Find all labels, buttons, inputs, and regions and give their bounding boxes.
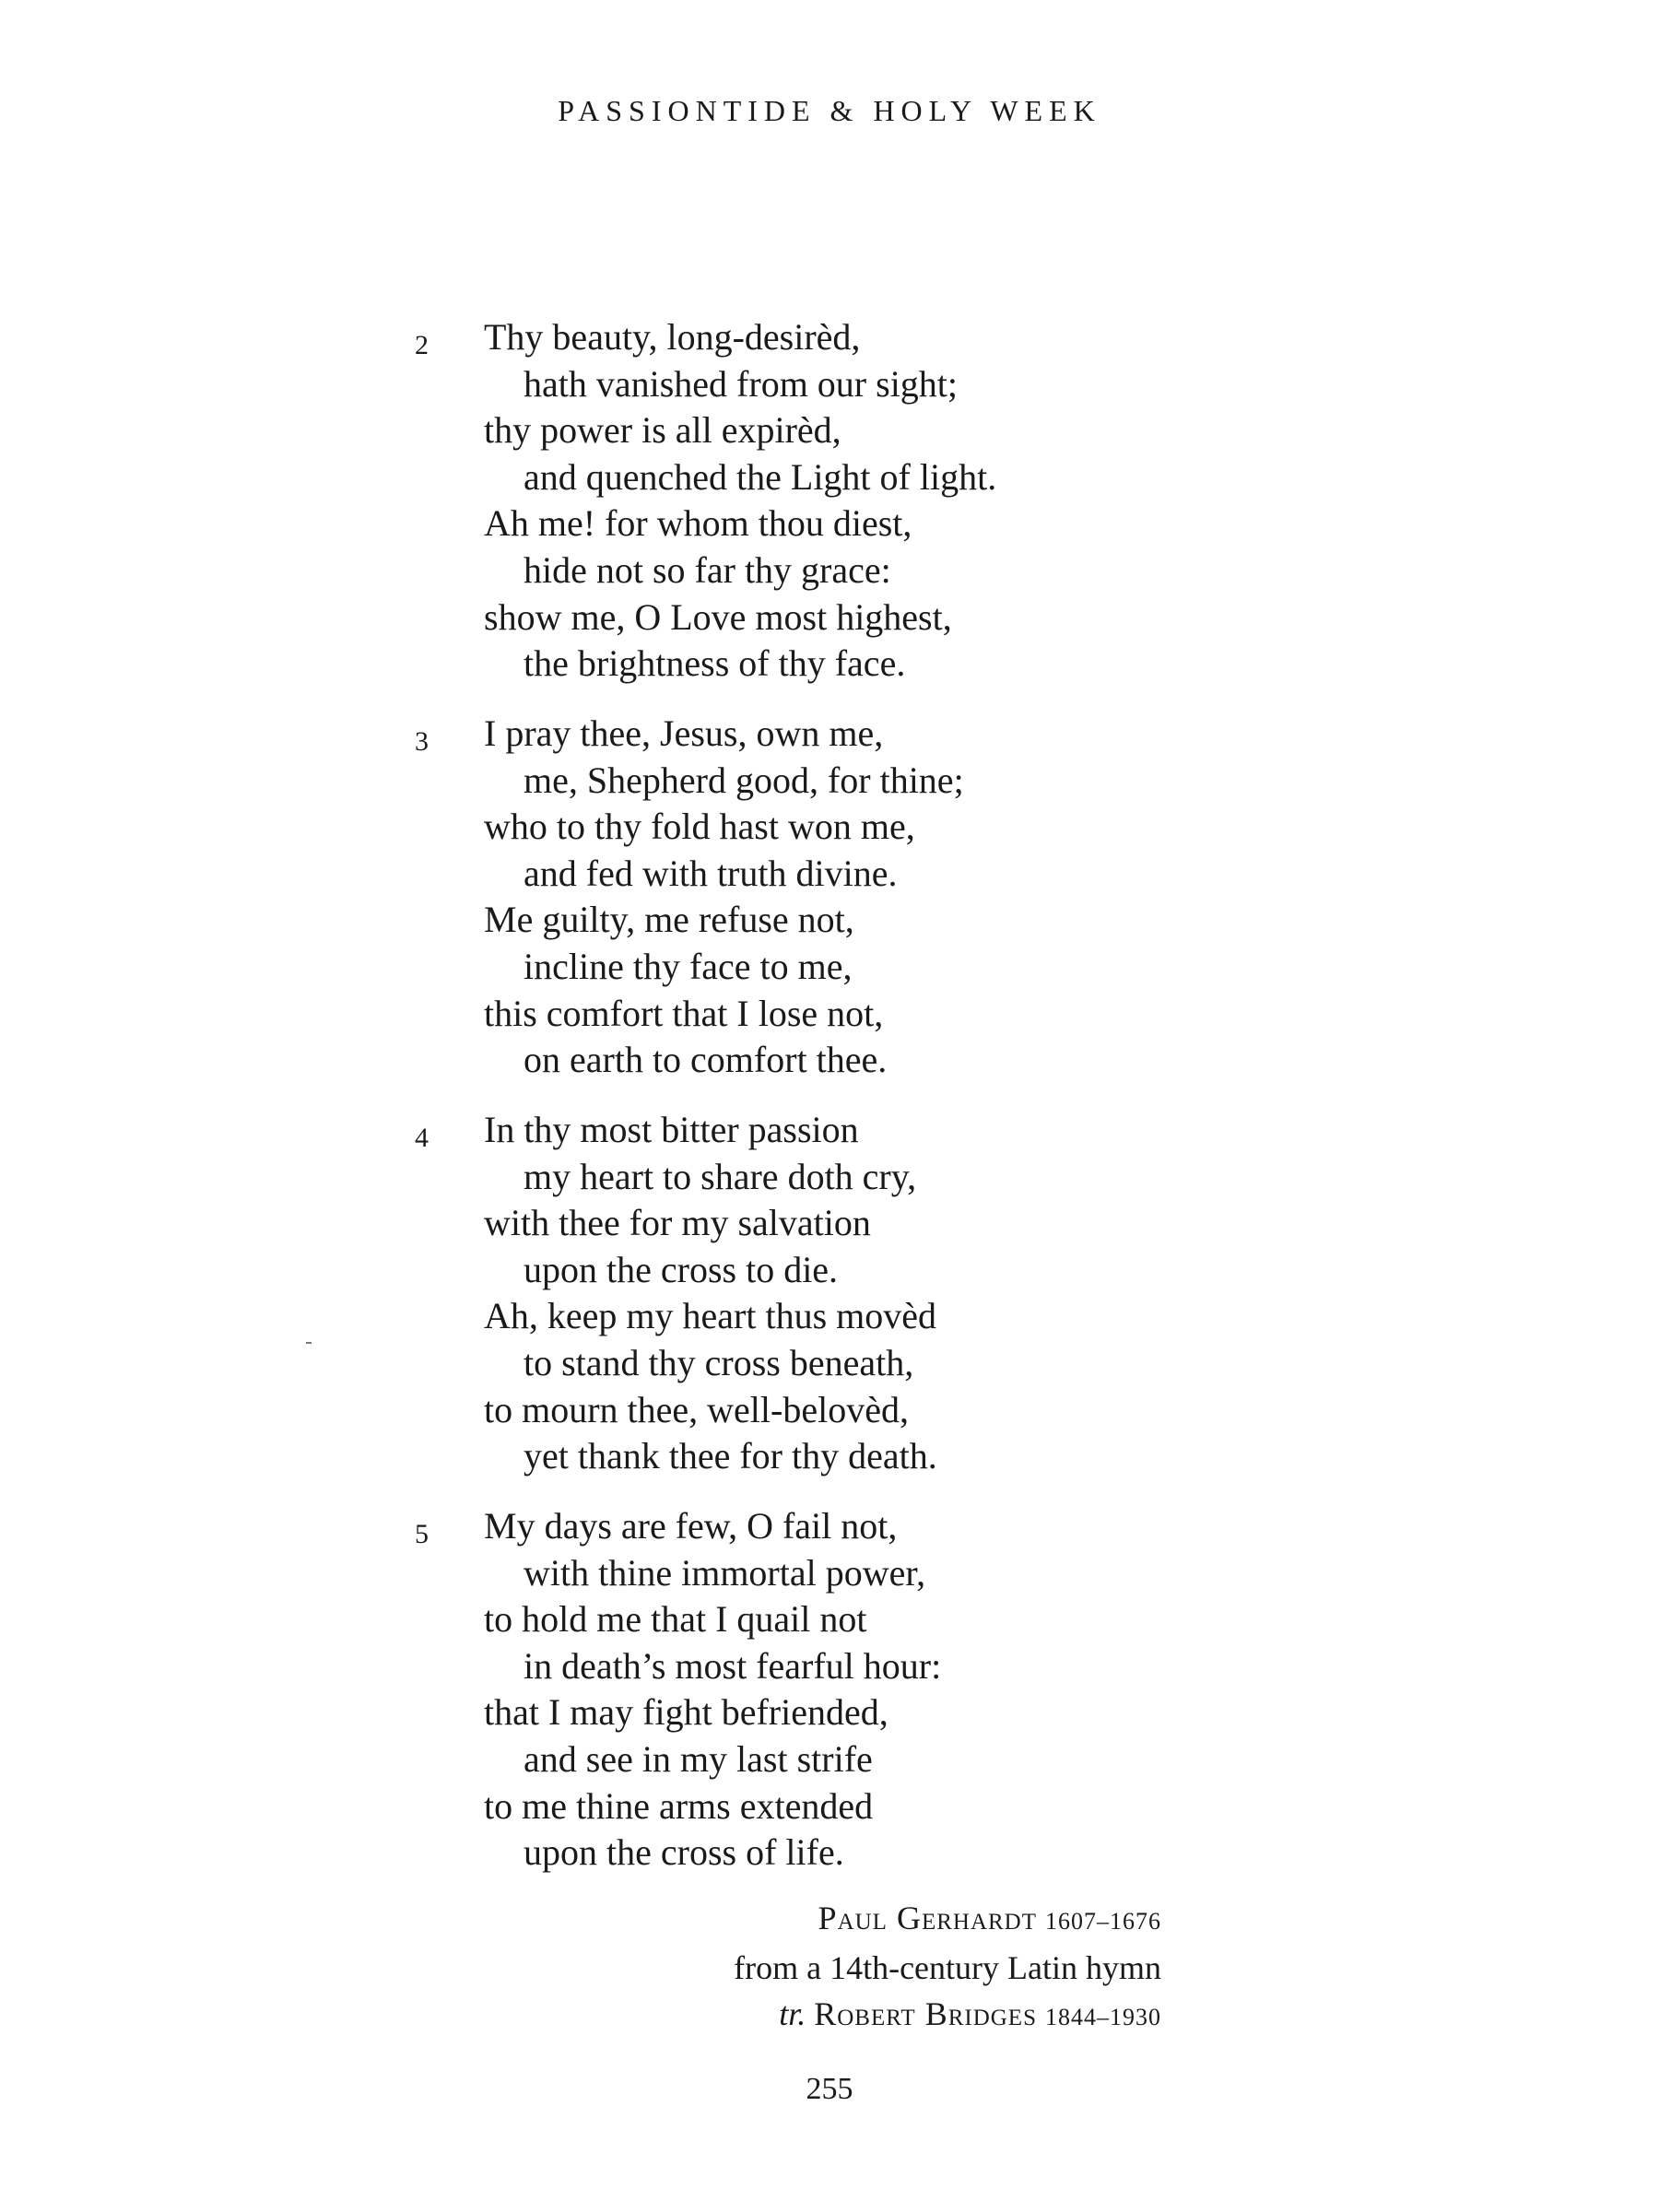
hymn-line: to hold me that I quail not bbox=[484, 1598, 867, 1640]
hymn-line: and fed with truth divine. bbox=[524, 853, 898, 894]
hymn-line: this comfort that I lose not, bbox=[484, 993, 884, 1034]
hymn-line: hide not so far thy grace: bbox=[524, 549, 891, 591]
hymn-line: the brightness of thy face. bbox=[524, 642, 906, 684]
stanza-number: 4 bbox=[415, 1123, 429, 1153]
hymn-line: in death’s most fearful hour: bbox=[524, 1645, 942, 1687]
hymn-line: show me, O Love most highest, bbox=[484, 596, 952, 638]
stanza-number: 3 bbox=[415, 726, 429, 757]
hymn-line: with thee for my salvation bbox=[484, 1202, 871, 1243]
hymn-line: upon the cross to die. bbox=[524, 1249, 839, 1290]
author-line bbox=[734, 1895, 1161, 1945]
author-name: Paul Gerhardt bbox=[818, 1900, 1037, 1936]
translator-line bbox=[734, 1991, 1161, 2041]
hymn-line: yet thank thee for thy death. bbox=[524, 1435, 937, 1477]
hymn-line: Thy beauty, long-desirèd, bbox=[484, 316, 861, 358]
translator-prefix: tr. bbox=[779, 1995, 806, 2032]
hymn-line: In thy most bitter passion bbox=[484, 1109, 859, 1150]
hymn-line: to me thine arms extended bbox=[484, 1785, 874, 1827]
hymn-line: that I may fight befriended, bbox=[484, 1691, 888, 1733]
hymn-line: on earth to comfort thee. bbox=[524, 1039, 888, 1080]
source-line: from a 14th-century Latin hymn bbox=[734, 1949, 1161, 1986]
hymn-line: thy power is all expirèd, bbox=[484, 409, 841, 451]
hymn-line: who to thy fold hast won me, bbox=[484, 806, 915, 847]
hymn-line: my heart to share doth cry, bbox=[524, 1156, 917, 1197]
hymn-line: to stand thy cross beneath, bbox=[524, 1342, 914, 1383]
hymn-line: Ah, keep my heart thus movèd bbox=[484, 1295, 936, 1336]
author-dates: 1607–1676 bbox=[1045, 1908, 1161, 1935]
translator-name: Robert Bridges bbox=[814, 1995, 1037, 2032]
running-head: PASSIONTIDE & HOLY WEEK bbox=[558, 94, 1101, 127]
hymn-line: me, Shepherd good, for thine; bbox=[524, 759, 964, 801]
hymn-line: to mourn thee, well-belovèd, bbox=[484, 1389, 909, 1430]
hymn-line: with thine immortal power, bbox=[524, 1552, 926, 1594]
hymn-line: and quenched the Light of light. bbox=[524, 456, 997, 498]
stanza-number: 5 bbox=[415, 1519, 429, 1549]
hymn-line: incline thy face to me, bbox=[524, 946, 853, 987]
hymn-line: Me guilty, me refuse not, bbox=[484, 899, 854, 940]
stanza-number: 2 bbox=[415, 330, 429, 360]
attribution bbox=[734, 1895, 1161, 2041]
hymn-line: Ah me! for whom thou diest, bbox=[484, 502, 912, 544]
hymn-line: upon the cross of life. bbox=[524, 1831, 844, 1873]
page-number: 255 bbox=[806, 2072, 853, 2106]
margin-mark bbox=[306, 1342, 312, 1344]
hymn-line: and see in my last strife bbox=[524, 1738, 873, 1780]
hymn-line: My days are few, O fail not, bbox=[484, 1505, 898, 1547]
hymn-line: I pray thee, Jesus, own me, bbox=[484, 712, 884, 754]
translator-dates: 1844–1930 bbox=[1045, 2004, 1161, 2030]
hymn-line: hath vanished from our sight; bbox=[524, 363, 959, 405]
